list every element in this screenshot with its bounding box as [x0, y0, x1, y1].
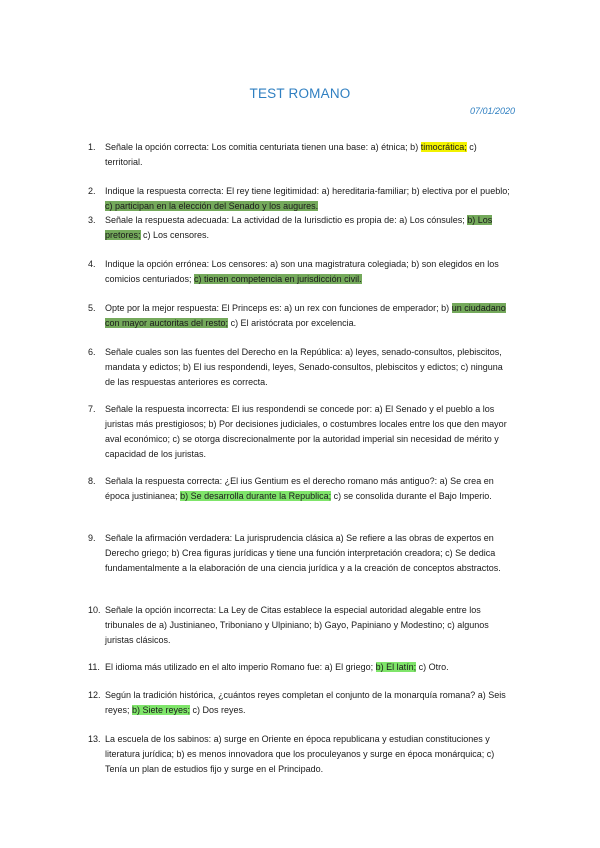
question-item	[88, 184, 515, 214]
highlighted-answer: b) Siete reyes;	[132, 705, 191, 715]
question-text-segment: c) El aristócrata por excelencia.	[228, 318, 357, 328]
question-number: 6.	[88, 347, 96, 357]
question-text-segment: c) territorial.	[105, 142, 477, 167]
question-text	[105, 186, 510, 211]
question-text-segment: Señale la respuesta incorrecta: El ius respondendi se concede por: a) El Senado y el pueblo a los juristas más prestigiosos; b) Por decisiones judiciales, o costumbres locales entre los que den mayor aval económico; c) se otorga discrecionalmente por la autoridad imperial sin necesidad de mérito y capacidad de los juristas.	[105, 404, 507, 459]
question-text-segment: Según la tradición histórica, ¿cuántos reyes completan el conjunto de la monarquía romana? a) Seis reyes;	[105, 690, 506, 715]
question-item	[88, 345, 515, 390]
question-text-segment: Opte por la mejor respuesta: El Princeps es: a) un rex con funciones de emperador; b)	[105, 303, 452, 313]
question-item	[88, 474, 515, 504]
question-text	[105, 142, 477, 167]
question-number: 13.	[88, 734, 101, 744]
question-text	[105, 533, 501, 573]
document-title: TEST ROMANO	[249, 86, 351, 101]
question-text	[105, 476, 494, 501]
question-item	[88, 213, 515, 243]
highlighted-answer: b) El latín;	[375, 662, 417, 672]
question-text-segment: c) se consolida durante el Bajo Imperio.	[331, 491, 492, 501]
question-item	[88, 301, 515, 331]
question-item	[88, 402, 515, 462]
question-item	[88, 603, 515, 648]
question-text-segment: Señale cuales son las fuentes del Derecho en la República: a) leyes, senado-consultos, plebiscitos, mandata y edictos; b) El ius respondendi, leyes, Senado-consultos, plebiscitos y edictos; c) ninguna de las respuestas anteriores es correcta.	[105, 347, 503, 387]
question-number: 5.	[88, 303, 96, 313]
question-item	[88, 660, 515, 675]
question-text-segment: Señale la respuesta adecuada: La actividad de la Iurisdictio es propia de: a) Los cónsules;	[105, 215, 468, 225]
question-text	[105, 734, 494, 774]
question-text-segment: c) Dos reyes.	[190, 705, 246, 715]
question-number: 2.	[88, 186, 96, 196]
question-item	[88, 732, 515, 777]
highlighted-answer: b) Se desarrolla durante la Republica;	[180, 491, 332, 501]
question-text	[105, 347, 503, 387]
highlighted-answer: c) participan en la elección del Senado y los augures.	[105, 201, 319, 211]
question-item	[88, 140, 515, 170]
question-text-segment: Señale la afirmación verdadera: La jurisprudencia clásica a) Se refiere a las obras de expertos en Derecho griego; b) Crea figuras jurídicas y tiene una función interpretación creadora; c) Se dedica fundamentalmente a la elaboración de una ciencia jurídica y a la creación de conceptos abstractos.	[105, 533, 501, 573]
question-text-segment: c) Otro.	[416, 662, 449, 672]
question-text	[105, 605, 489, 645]
question-item	[88, 257, 515, 287]
question-text	[105, 662, 449, 672]
question-number: 10.	[88, 605, 101, 615]
question-item	[88, 688, 515, 718]
question-item	[88, 531, 515, 576]
highlighted-answer: c) tienen competencia en jurisdicción civil.	[194, 274, 362, 284]
question-text-segment: c) Los censores.	[140, 230, 210, 240]
highlighted-answer: un ciudadano con mayor auctoritas del resto;	[105, 303, 506, 328]
document-date: 07/01/2020	[469, 106, 515, 116]
question-text-segment: Señala la respuesta correcta: ¿El ius Gentium es el derecho romano más antiguo?: a) Se crea en época justinianea;	[105, 476, 494, 501]
question-text-segment: Señale la opción incorrecta: La Ley de Citas establece la especial autoridad alegable entre los tribunales de a) Justinianeo, Triboniano y Ulpiniano; b) Gayo, Papiniano y Modestino; c) algunos juristas clásicos.	[105, 605, 489, 645]
question-text-segment: Señale la opción correcta: Los comitia centuriata tienen una base: a) étnica; b)	[105, 142, 421, 152]
question-text-segment: Indique la opción errónea: Los censores: a) son una magistratura colegiada; b) son elegidos en los comicios centuriados;	[105, 259, 499, 284]
question-number: 8.	[88, 476, 96, 486]
question-text	[105, 690, 506, 715]
question-number: 1.	[88, 142, 96, 152]
question-text	[105, 215, 492, 240]
question-number: 7.	[88, 404, 96, 414]
question-number: 11.	[88, 662, 100, 672]
question-text-segment: La escuela de los sabinos: a) surge en Oriente en época republicana y estudian constituciones y literatura jurídica; b) es menos innovadora que los proculeyanos y surge en época monárquica; c) Tenía un plan de estudios fijo y surge en el Principado.	[105, 734, 495, 774]
highlighted-answer: timocrática;	[420, 142, 467, 152]
question-number: 12.	[88, 690, 101, 700]
question-text-segment: El idioma más utilizado en el alto imperio Romano fue: a) El griego;	[105, 662, 376, 672]
question-number: 9.	[88, 533, 96, 543]
question-number: 4.	[88, 259, 96, 269]
question-text	[105, 303, 506, 328]
question-number: 3.	[88, 215, 96, 225]
highlighted-answer: b) Los pretores;	[105, 215, 493, 240]
question-text	[105, 404, 507, 459]
question-text-segment: Indique la respuesta correcta: El rey tiene legitimidad: a) hereditaria-familiar; b) electiva por el pueblo;	[105, 186, 510, 196]
question-text	[105, 259, 499, 284]
